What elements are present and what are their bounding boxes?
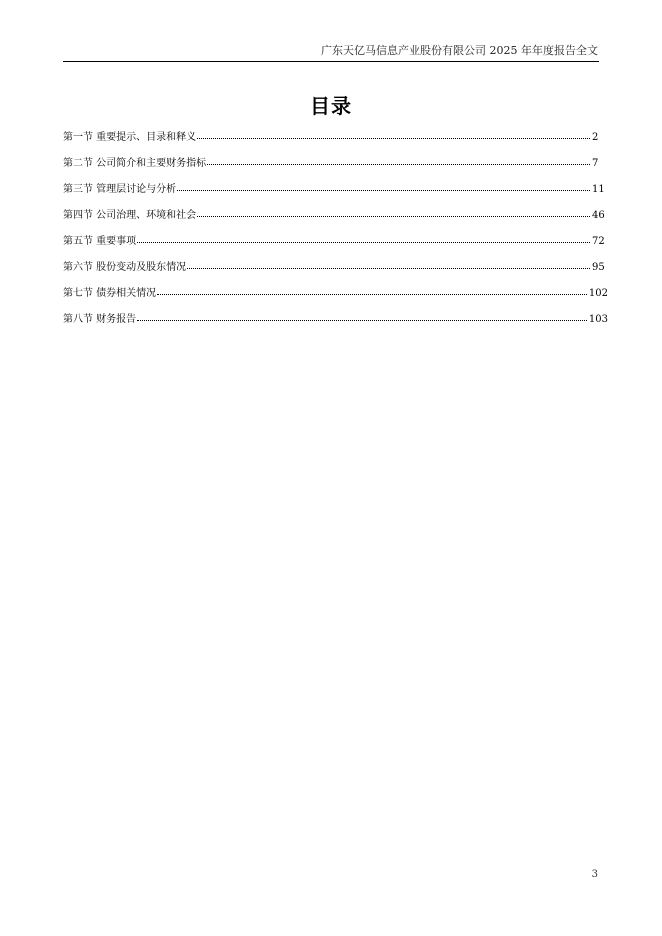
table-of-contents (63, 130, 608, 338)
toc-entry-label: 第四节 公司治理、环境和社会 (63, 210, 197, 221)
toc-entry-label: 第一节 重要提示、目录和释义 (63, 132, 197, 143)
page-number: 3 (591, 869, 598, 880)
toc-entry-section-5[interactable] (63, 234, 608, 260)
toc-entry-page: 103 (588, 314, 608, 325)
toc-entry-label: 第五节 重要事项 (63, 236, 137, 247)
toc-dot-leader (187, 259, 590, 269)
toc-entry-section-1[interactable] (63, 130, 608, 156)
toc-entry-page: 7 (592, 158, 599, 169)
toc-entry-page: 46 (592, 210, 605, 221)
header-divider (63, 61, 599, 62)
toc-dot-leader (177, 181, 590, 191)
toc-entry-page: 11 (592, 184, 605, 195)
toc-dot-leader (197, 129, 590, 139)
toc-dot-leader (137, 233, 590, 243)
toc-entry-page: 2 (592, 132, 599, 143)
page-header: 广东天亿马信息产业股份有限公司 2025 年年度报告全文 (321, 44, 598, 57)
toc-entry-label: 第八节 财务报告 (63, 314, 137, 325)
toc-entry-label: 第三节 管理层讨论与分析 (63, 184, 177, 195)
toc-entry-page: 102 (588, 288, 608, 299)
toc-entry-label: 第二节 公司简介和主要财务指标 (63, 158, 207, 169)
toc-dot-leader (157, 285, 587, 295)
toc-entry-section-6[interactable] (63, 260, 608, 286)
toc-title: 目录 (310, 94, 352, 118)
toc-entry-section-7[interactable] (63, 286, 608, 312)
toc-dot-leader (137, 311, 587, 321)
toc-dot-leader (197, 207, 590, 217)
toc-entry-section-3[interactable] (63, 182, 608, 208)
toc-entry-page: 95 (592, 262, 605, 273)
toc-entry-page: 72 (592, 236, 605, 247)
toc-entry-label: 第七节 债券相关情况 (63, 288, 157, 299)
toc-dot-leader (207, 155, 590, 165)
toc-entry-section-2[interactable] (63, 156, 608, 182)
toc-entry-section-8[interactable] (63, 312, 608, 338)
toc-entry-section-4[interactable] (63, 208, 608, 234)
toc-entry-label: 第六节 股份变动及股东情况 (63, 262, 187, 273)
